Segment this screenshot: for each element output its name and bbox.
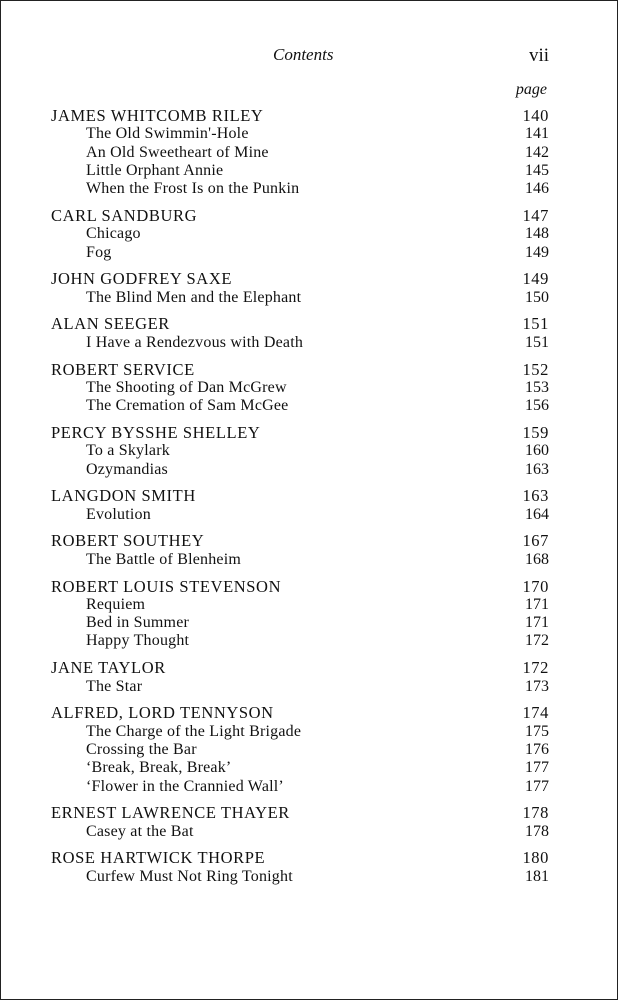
page-column-label: page — [515, 81, 547, 98]
poem-title: Happy Thought — [86, 632, 190, 650]
author-page-number: 163 — [522, 486, 549, 506]
poem-row — [1, 397, 618, 415]
poem-page-number: 175 — [525, 722, 549, 740]
author-row — [1, 207, 618, 225]
author-page-number: 174 — [522, 703, 549, 723]
poem-page-number: 145 — [525, 161, 549, 179]
poem-title: Evolution — [86, 505, 151, 523]
poem-page-number: 181 — [525, 867, 549, 885]
poem-page-number: 163 — [525, 460, 549, 478]
poem-title: ‘Flower in the Crannied Wall’ — [86, 777, 284, 795]
poem-row — [1, 723, 618, 741]
poem-row — [1, 442, 618, 460]
author-row — [1, 704, 618, 722]
poem-title: Requiem — [86, 595, 146, 613]
poem-page-number: 142 — [525, 143, 549, 161]
poem-title: Fog — [86, 243, 112, 261]
page-number: vii — [528, 45, 549, 66]
poem-page-number: 168 — [525, 550, 549, 568]
toc-entry — [1, 424, 618, 479]
poem-title: Chicago — [86, 225, 141, 243]
author-name: PERCY BYSSHE SHELLEY — [51, 422, 261, 442]
author-page-number: 172 — [522, 658, 549, 678]
poem-row — [1, 162, 618, 180]
author-name: LANGDON SMITH — [51, 486, 196, 506]
poem-title: The Old Swimmin'-Hole — [86, 125, 249, 143]
toc-entry — [1, 849, 618, 886]
poem-title: The Shooting of Dan McGrew — [86, 378, 287, 396]
author-name: ERNEST LAWRENCE THAYER — [51, 803, 290, 823]
author-page-number: 170 — [522, 576, 549, 596]
poem-page-number: 151 — [525, 333, 549, 351]
author-page-number: 149 — [522, 269, 549, 289]
poem-title: The Battle of Blenheim — [86, 550, 242, 568]
author-name: ALFRED, LORD TENNYSON — [51, 703, 274, 723]
poem-row — [1, 289, 618, 307]
poem-page-number: 146 — [525, 180, 549, 198]
author-row — [1, 424, 618, 442]
poem-row — [1, 461, 618, 479]
poem-title: The Charge of the Light Brigade — [86, 722, 302, 740]
toc-entry — [1, 315, 618, 352]
poem-page-number: 178 — [525, 822, 549, 840]
poem-title: I Have a Rendezvous with Death — [86, 333, 304, 351]
author-row — [1, 487, 618, 505]
author-row — [1, 659, 618, 677]
author-name: ROBERT SOUTHEY — [51, 531, 205, 551]
poem-row — [1, 180, 618, 198]
poem-title: Ozymandias — [86, 460, 168, 478]
poem-page-number: 176 — [525, 740, 549, 758]
poem-title: Crossing the Bar — [86, 740, 197, 758]
toc-entry — [1, 487, 618, 524]
author-row — [1, 804, 618, 822]
author-row — [1, 849, 618, 867]
author-name: JOHN GODFREY SAXE — [51, 269, 233, 289]
poem-row — [1, 823, 618, 841]
poem-page-number: 171 — [525, 595, 549, 613]
poem-page-number: 153 — [525, 378, 549, 396]
poem-page-number: 164 — [525, 505, 549, 523]
poem-page-number: 173 — [525, 677, 549, 695]
poem-page-number: 149 — [525, 243, 549, 261]
poem-title: An Old Sweetheart of Mine — [86, 143, 269, 161]
running-head-title: Contents — [273, 45, 334, 64]
poem-row — [1, 678, 618, 696]
poem-page-number: 150 — [525, 288, 549, 306]
author-name: ROSE HARTWICK THORPE — [51, 848, 266, 868]
author-page-number: 159 — [522, 422, 549, 442]
poem-title: The Cremation of Sam McGee — [86, 397, 289, 415]
author-row — [1, 270, 618, 288]
toc-entry — [1, 207, 618, 262]
toc-entry — [1, 578, 618, 651]
poem-title: Casey at the Bat — [86, 822, 194, 840]
poem-row — [1, 379, 618, 397]
poem-title: To a Skylark — [86, 442, 170, 460]
author-page-number: 147 — [522, 205, 549, 225]
poem-page-number: 141 — [525, 125, 549, 143]
author-name: ALAN SEEGER — [51, 314, 170, 334]
poem-title: Little Orphant Annie — [86, 161, 224, 179]
poem-title: The Star — [86, 677, 143, 695]
poem-row — [1, 334, 618, 352]
author-name: CARL SANDBURG — [51, 205, 198, 225]
author-row — [1, 107, 618, 125]
poem-title: Bed in Summer — [86, 614, 190, 632]
author-row — [1, 315, 618, 333]
poem-row — [1, 551, 618, 569]
poem-row — [1, 632, 618, 650]
author-row — [1, 578, 618, 596]
poem-page-number: 156 — [525, 397, 549, 415]
poem-row — [1, 868, 618, 886]
toc-entry — [1, 270, 618, 307]
poem-title: ‘Break, Break, Break’ — [86, 759, 232, 777]
author-name: ROBERT SERVICE — [51, 359, 195, 379]
author-page-number: 178 — [522, 803, 549, 823]
poem-row — [1, 506, 618, 524]
poem-row — [1, 125, 618, 143]
author-row — [1, 361, 618, 379]
poem-row — [1, 225, 618, 243]
poem-title: Curfew Must Not Ring Tonight — [86, 867, 293, 885]
poem-page-number: 177 — [525, 777, 549, 795]
poem-row — [1, 741, 618, 759]
author-name: JAMES WHITCOMB RILEY — [51, 106, 264, 125]
author-row — [1, 532, 618, 550]
author-page-number: 180 — [522, 848, 549, 868]
poem-title: The Blind Men and the Elephant — [86, 288, 302, 306]
toc-entry — [1, 704, 618, 795]
author-name: JANE TAYLOR — [51, 658, 166, 678]
poem-page-number: 172 — [525, 632, 549, 650]
toc-entry — [1, 659, 618, 696]
toc-entry — [1, 532, 618, 569]
toc-entry — [1, 361, 618, 416]
toc-entry — [1, 804, 618, 841]
table-of-contents — [1, 107, 618, 894]
author-page-number: 140 — [522, 106, 549, 125]
poem-row — [1, 144, 618, 162]
poem-page-number: 160 — [525, 442, 549, 460]
poem-row — [1, 244, 618, 262]
poem-row — [1, 596, 618, 614]
poem-page-number: 171 — [525, 614, 549, 632]
author-page-number: 151 — [522, 314, 549, 334]
author-page-number: 167 — [522, 531, 549, 551]
author-name: ROBERT LOUIS STEVENSON — [51, 576, 282, 596]
running-header — [1, 45, 618, 69]
poem-title: When the Frost Is on the Punkin — [86, 180, 300, 198]
toc-entry — [1, 107, 618, 198]
poem-row — [1, 759, 618, 777]
poem-page-number: 177 — [525, 759, 549, 777]
poem-page-number: 148 — [525, 225, 549, 243]
poem-row — [1, 614, 618, 632]
author-page-number: 152 — [522, 359, 549, 379]
poem-row — [1, 778, 618, 796]
